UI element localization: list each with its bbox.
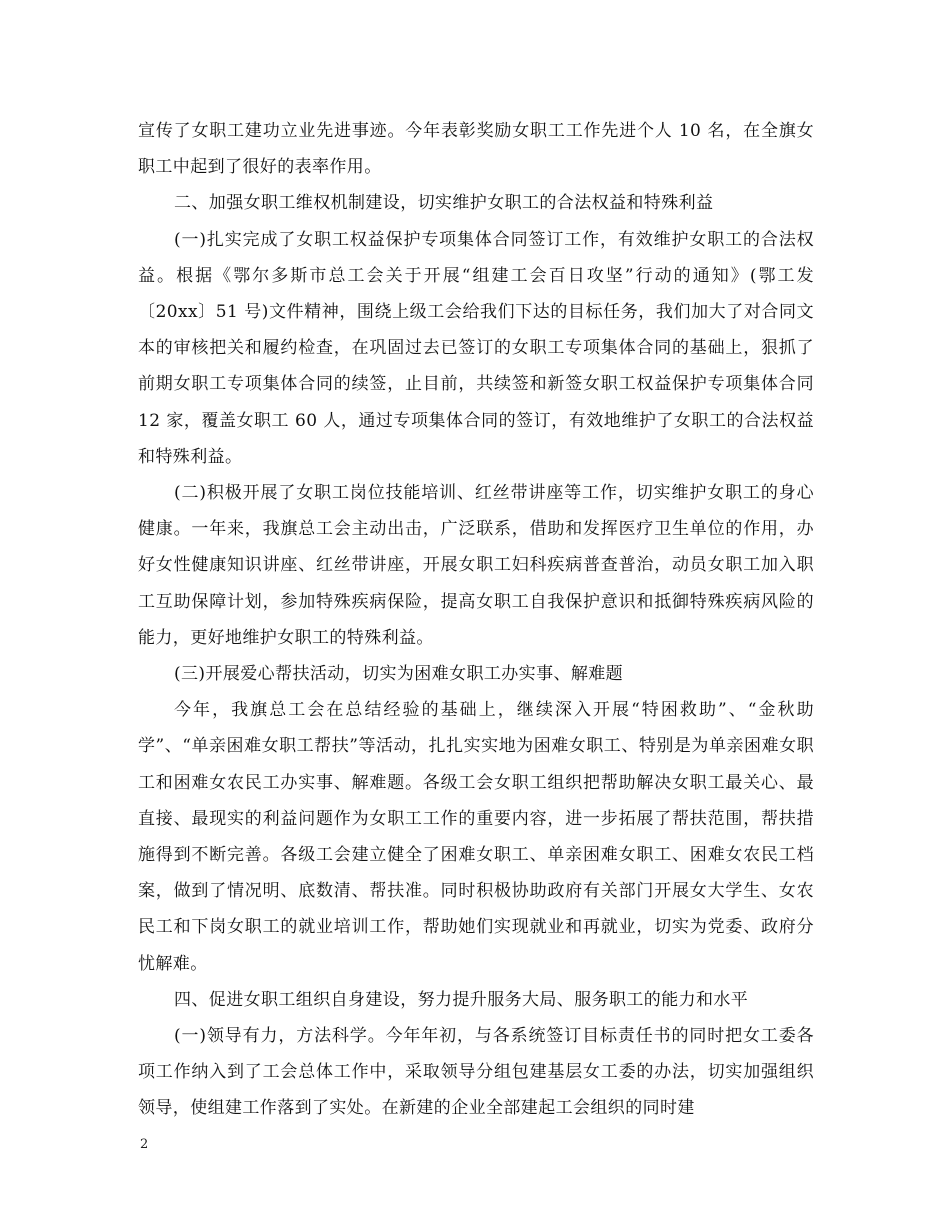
section-heading-4: 四、促进女职工组织自身建设，努力提升服务大局、服务职工的能力和水平 <box>174 989 749 1010</box>
paragraph-2-3: 今年，我旗总工会在总结经验的基础上，继续深入开展“特困救助”、“金秋助学”、“单亲困难女职工帮扶”等活动，扎扎实实地为困难女职工、特别是为单亲困难女职工和困难女农民工办实事、解难题。各级工会女职工组织把帮助解决女职工最关心、最直接、最现实的利益问题作为女职工工作的重要内容，进一步拓展了帮扶范围，帮扶措施得到不断完善。各级工会建立健全了困难女职工、单亲困难女职工、困难女农民工档案，做到了情况明、底数清、帮扶准。同时积极协助政府有关部门开展女大学生、女农民工和下岗女职工的就业培训工作，帮助她们实现就业和再就业，切实为党委、政府分忧解难。 <box>138 700 814 974</box>
paragraph-2-1: (一)扎实完成了女职工权益保护专项集体合同签订工作，有效维护女职工的合法权益。根据《鄂尔多斯市总工会关于开展“组建工会百日攻坚”行动的通知》(鄂工发〔20xx〕51 号)文件精神，围绕上级工会给我们下达的目标任务，我们加大了对合同文本的审核把关和履约检查，在巩固过去已签订的女职工专项集体合同的基础上，狠抓了前期女职工专项集体合同的续签，止目前，共续签和新签女职工权益保护专项集体合同 12 家，覆盖女职工 60 人，通过专项集体合同的签订，有效地维护了女职工的合法权益和特殊利益。 <box>138 229 814 467</box>
section-heading-2: 二、加强女职工维权机制建设，切实维护女职工的合法权益和特殊利益 <box>174 193 714 214</box>
page-number: 2 <box>140 1137 149 1152</box>
paragraph-2-2: (二)积极开展了女职工岗位技能培训、红丝带讲座等工作，切实维护女职工的身心健康。一年来，我旗总工会主动出击，广泛联系，借助和发挥医疗卫生单位的作用，办好女性健康知识讲座、红丝带讲座，开展女职工妇科疾病普查普治，动员女职工加入职工互助保障计划，参加特殊疾病保险，提高女职工自我保护意识和抵御特殊疾病风险的能力，更好地维护女职工的特殊利益。 <box>138 483 814 648</box>
document-body <box>138 113 814 1127</box>
subheading-2-3: (三)开展爱心帮扶活动，切实为困难女职工办实事、解难题 <box>174 664 624 685</box>
paragraph-continuation: 宣传了女职工建功立业先进事迹。今年表彰奖励女职工工作先进个人 10 名，在全旗女职工中起到了很好的表率作用。 <box>138 121 814 178</box>
paragraph-4-1: (一)领导有力，方法科学。今年年初，与各系统签订目标责任书的同时把女工委各项工作纳入到了工会总体工作中，采取领导分组包建基层女工委的办法，切实加强组织领导，使组建工作落到了实处。在新建的企业全部建起工会组织的同时建 <box>138 1026 814 1119</box>
